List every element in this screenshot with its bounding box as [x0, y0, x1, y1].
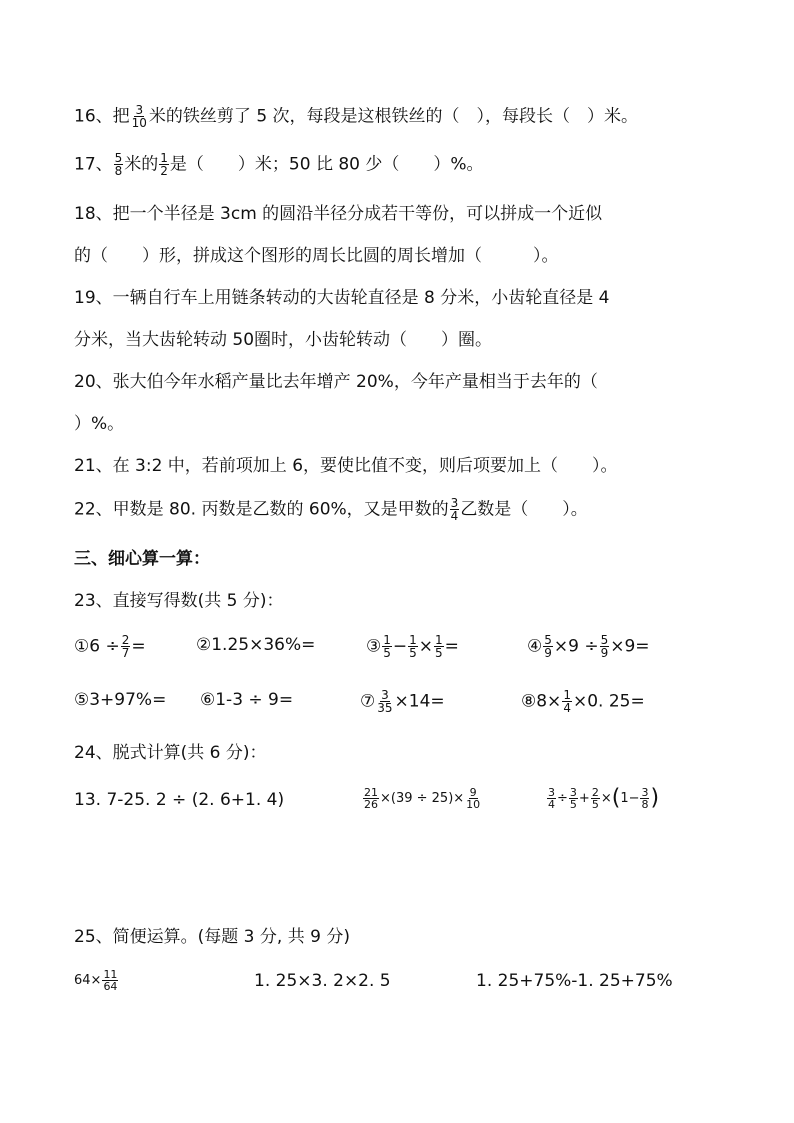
q24-e3-fraction-4: $\frac{3}{8}$	[641, 786, 649, 811]
q23-p3-fraction-2: $\frac{1}{5}$	[409, 633, 417, 660]
q22-text-b: 乙数是（ ）。	[460, 499, 588, 520]
q23-p7-fraction: $\frac{3}{35}$	[377, 688, 393, 715]
q22-fraction: $\frac{3}{4}$	[450, 496, 459, 523]
q23-problem-6: ⑥1-3 ÷ 9=	[200, 690, 294, 710]
q23-problem-8: ⑧8× $\frac{1}{4}$ ×0. 25=	[521, 688, 645, 715]
q17-fraction-1: $\frac{5}{8}$	[114, 151, 123, 178]
q23-p3-fraction-3: $\frac{1}{5}$	[435, 633, 443, 660]
question-19-line-2: 分米，当大齿轮转动 50圈时，小齿轮转动（ ）圈。	[74, 330, 493, 350]
q24-expression-2: $\frac{21}{26}$ ×(39 ÷ 25)× $\frac{9}{10}$	[364, 786, 481, 811]
q24-expression-1: 13. 7-25. 2 ÷ (2. 6+1. 4)	[74, 790, 285, 810]
question-24-title: 24、脱式计算(共 6 分)：	[74, 743, 267, 763]
q24-e2-fraction-1: $\frac{21}{26}$	[364, 786, 378, 811]
q23-problem-3: ③ $\frac{1}{5}$ − $\frac{1}{5}$ × $\frac{1}{5}$ =	[366, 633, 459, 660]
q23-problem-4: ④ $\frac{5}{9}$ ×9 ÷ $\frac{5}{9}$ ×9=	[527, 633, 650, 660]
q16-fraction: $\frac{3}{10}$	[131, 103, 147, 130]
q25-expression-1: 64× $\frac{11}{64}$	[74, 968, 118, 993]
q23-problem-7: ⑦ $\frac{3}{35}$ ×14=	[360, 688, 445, 715]
question-18-line-2: 的（ ）形，拼成这个图形的周长比圆的周长增加（ ）。	[74, 246, 559, 266]
q24-e3-fraction-2: $\frac{3}{5}$	[569, 786, 577, 811]
q25-e1-fraction: $\frac{11}{64}$	[103, 968, 118, 993]
q24-e3-fraction-1: $\frac{3}{4}$	[548, 786, 555, 811]
q17-text-a: 17、	[74, 154, 113, 175]
q17-text-c: 是（ ）米；50 比 80 少（ ）%。	[169, 154, 484, 175]
question-22	[74, 497, 588, 522]
q23-problem-5: ⑤3+97%=	[74, 690, 167, 710]
q23-p8-fraction: $\frac{1}{4}$	[563, 688, 571, 715]
q24-e2-fraction-2: $\frac{9}{10}$	[466, 786, 481, 811]
question-25-title: 25、简便运算。(每题 3 分, 共 9 分)	[74, 927, 350, 947]
q22-text-a: 22、甲数是 80. 丙数是乙数的 60%，又是甲数的	[74, 499, 449, 520]
question-20-line-2: ）%。	[74, 414, 125, 434]
q25-expression-3: 1. 25+75%-1. 25+75%	[476, 971, 673, 991]
q23-p3-fraction-1: $\frac{1}{5}$	[383, 633, 391, 660]
question-20-line-1: 20、张大伯今年水稻产量比去年增产 20%，今年产量相当于去年的（	[74, 372, 598, 392]
question-18-line-1: 18、把一个半径是 3cm 的圆沿半径分成若干等份，可以拼成一个近似	[74, 204, 603, 224]
q23-p1-fraction: $\frac{2}{7}$	[121, 633, 130, 660]
q24-e3-fraction-3: $\frac{2}{5}$	[591, 786, 599, 811]
section-3-heading: 三、细心算一算：	[74, 549, 210, 569]
q17-text-b: 米的	[124, 154, 159, 175]
q17-fraction-2: $\frac{1}{2}$	[160, 151, 168, 178]
q16-text-b: 米的铁丝剪了 5 次，每段是这根铁丝的（ ），每段长（ ）米。	[148, 106, 639, 127]
q16-text-a: 16、把	[74, 106, 130, 127]
question-19-line-1: 19、一辆自行车上用链条转动的大齿轮直径是 8 分米，小齿轮直径是 4	[74, 288, 610, 308]
q25-expression-2: 1. 25×3. 2×2. 5	[254, 971, 391, 991]
question-16	[74, 104, 638, 129]
q23-p4-fraction-2: $\frac{5}{9}$	[600, 633, 609, 660]
q24-expression-3: $\frac{3}{4}$ ÷ $\frac{3}{5}$ + $\frac{2}{5}$ ×(1− $\frac{3}{8}$ )	[548, 785, 660, 811]
q23-problem-1: ①6 ÷ $\frac{2}{7}$ =	[74, 633, 146, 660]
question-23-title: 23、直接写得数(共 5 分)：	[74, 591, 284, 611]
q23-problem-2: ②1.25×36%=	[196, 635, 316, 655]
question-17	[74, 152, 484, 177]
q23-p4-fraction-1: $\frac{5}{9}$	[544, 633, 552, 660]
question-21: 21、在 3:2 中，若前项加上 6，要使比值不变，则后项要加上（ ）。	[74, 456, 618, 476]
